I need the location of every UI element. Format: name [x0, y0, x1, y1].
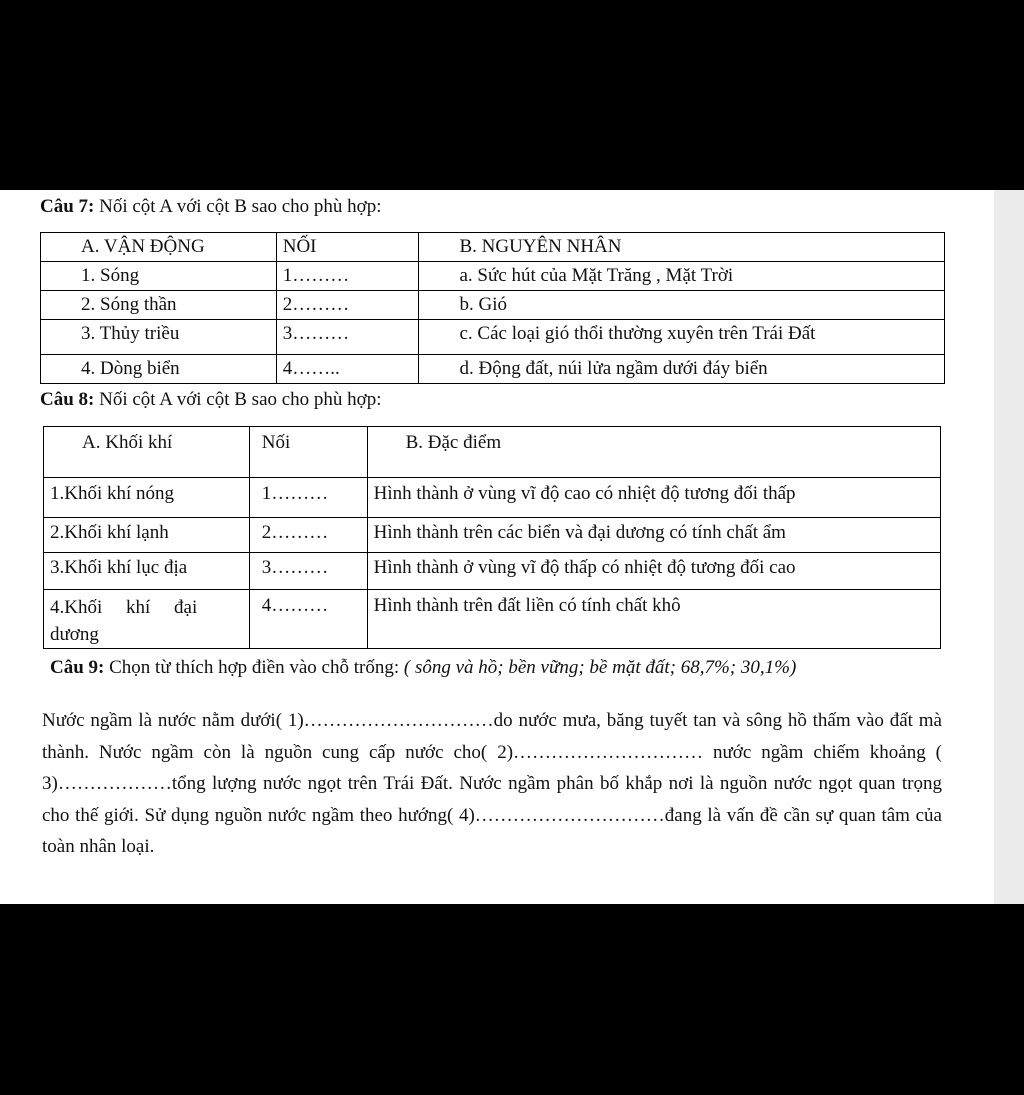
table-row: [44, 553, 941, 590]
question-8-label: Câu 8:: [40, 389, 95, 410]
question-7-table: [40, 232, 945, 384]
table-cell: a. Sức hút của Mặt Trăng , Mặt Trời: [419, 262, 945, 291]
question-9-label: Câu 9:: [50, 657, 105, 678]
header-cell: Nối: [249, 427, 367, 478]
table-cell: 1………: [276, 262, 419, 291]
table-cell: 3. Thủy triều: [41, 320, 277, 355]
table-cell: c. Các loại gió thổi thường xuyên trên Trái Đất: [419, 320, 945, 355]
question-9-text: Chọn từ thích hợp điền vào chỗ trống:: [104, 657, 404, 678]
table-cell: 4……..: [276, 355, 419, 384]
question-9-title: [50, 657, 796, 679]
table-cell: b. Gió: [419, 291, 945, 320]
table-row: [44, 518, 941, 553]
table-cell: Hình thành ở vùng vĩ độ cao có nhiệt độ tương đối thấp: [367, 478, 940, 518]
table-cell: 3………: [249, 553, 367, 590]
table-cell: 1. Sóng: [41, 262, 277, 291]
table-cell: 3.Khối khí lục địa: [44, 553, 250, 590]
table-cell: 3………: [276, 320, 419, 355]
table-cell: 4. Dòng biển: [41, 355, 277, 384]
table-cell: d. Động đất, núi lửa ngầm dưới đáy biển: [419, 355, 945, 384]
header-cell: A. Khối khí: [44, 427, 250, 478]
table-row: [41, 262, 945, 291]
question-8-table: [43, 426, 941, 649]
header-cell: B. NGUYÊN NHÂN: [419, 233, 945, 262]
vertical-scrollbar[interactable]: [994, 190, 1024, 904]
table-cell: 1………: [249, 478, 367, 518]
header-cell: B. Đặc điểm: [367, 427, 940, 478]
header-cell: NỐI: [276, 233, 419, 262]
table-cell: 4.Khối khí đại dương: [44, 590, 250, 649]
question-8-text: Nối cột A với cột B sao cho phù hợp:: [94, 389, 382, 410]
table-row: [44, 478, 941, 518]
document-page: [0, 190, 994, 904]
table-row: [41, 320, 945, 355]
table-row: [41, 355, 945, 384]
table-cell: 2………: [249, 518, 367, 553]
header-cell: A. VẬN ĐỘNG: [41, 233, 277, 262]
table-cell: Hình thành trên các biển và đại dương có tính chất ẩm: [367, 518, 940, 553]
question-9-paragraph: [42, 705, 942, 863]
table-cell: 1.Khối khí nóng: [44, 478, 250, 518]
table-cell: 2………: [276, 291, 419, 320]
table-cell: Hình thành trên đất liền có tính chất khô: [367, 590, 940, 649]
question-8-title: [40, 389, 382, 411]
paragraph-text: Nước ngầm là nước nằm dưới( 1)…………………………do nước mưa, băng tuyết tan và sông hồ thấm vào đất mà thành. Nước ngầm còn là nguồn cung cấp nước cho( 2)………………………… nước ngầm chiếm khoảng ( 3)………………tổng lượng nước ngọt trên Trái Đất. Nước ngầm phân bố khắp nơi là nguồn nước ngọt quan trọng cho thế giới. Sử dụng nguồn nước ngầm theo hướng( 4)…………………………đang là vấn đề cần sự quan tâm của toàn nhân loại.: [42, 710, 942, 857]
table-row: [44, 590, 941, 649]
question-9-options: ( sông và hồ; bền vững; bề mặt đất; 68,7%; 30,1%): [403, 657, 797, 678]
table-cell: 4………: [249, 590, 367, 649]
table-row: [41, 291, 945, 320]
table-cell: 2.Khối khí lạnh: [44, 518, 250, 553]
table-header-row: [44, 427, 941, 478]
table-header-row: [41, 233, 945, 262]
question-7-title: [40, 196, 382, 218]
table-cell: Hình thành ở vùng vĩ độ thấp có nhiệt độ tương đối cao: [367, 553, 940, 590]
table-cell: 2. Sóng thần: [41, 291, 277, 320]
question-7-text: Nối cột A với cột B sao cho phù hợp:: [94, 196, 382, 217]
question-7-label: Câu 7:: [40, 196, 95, 217]
